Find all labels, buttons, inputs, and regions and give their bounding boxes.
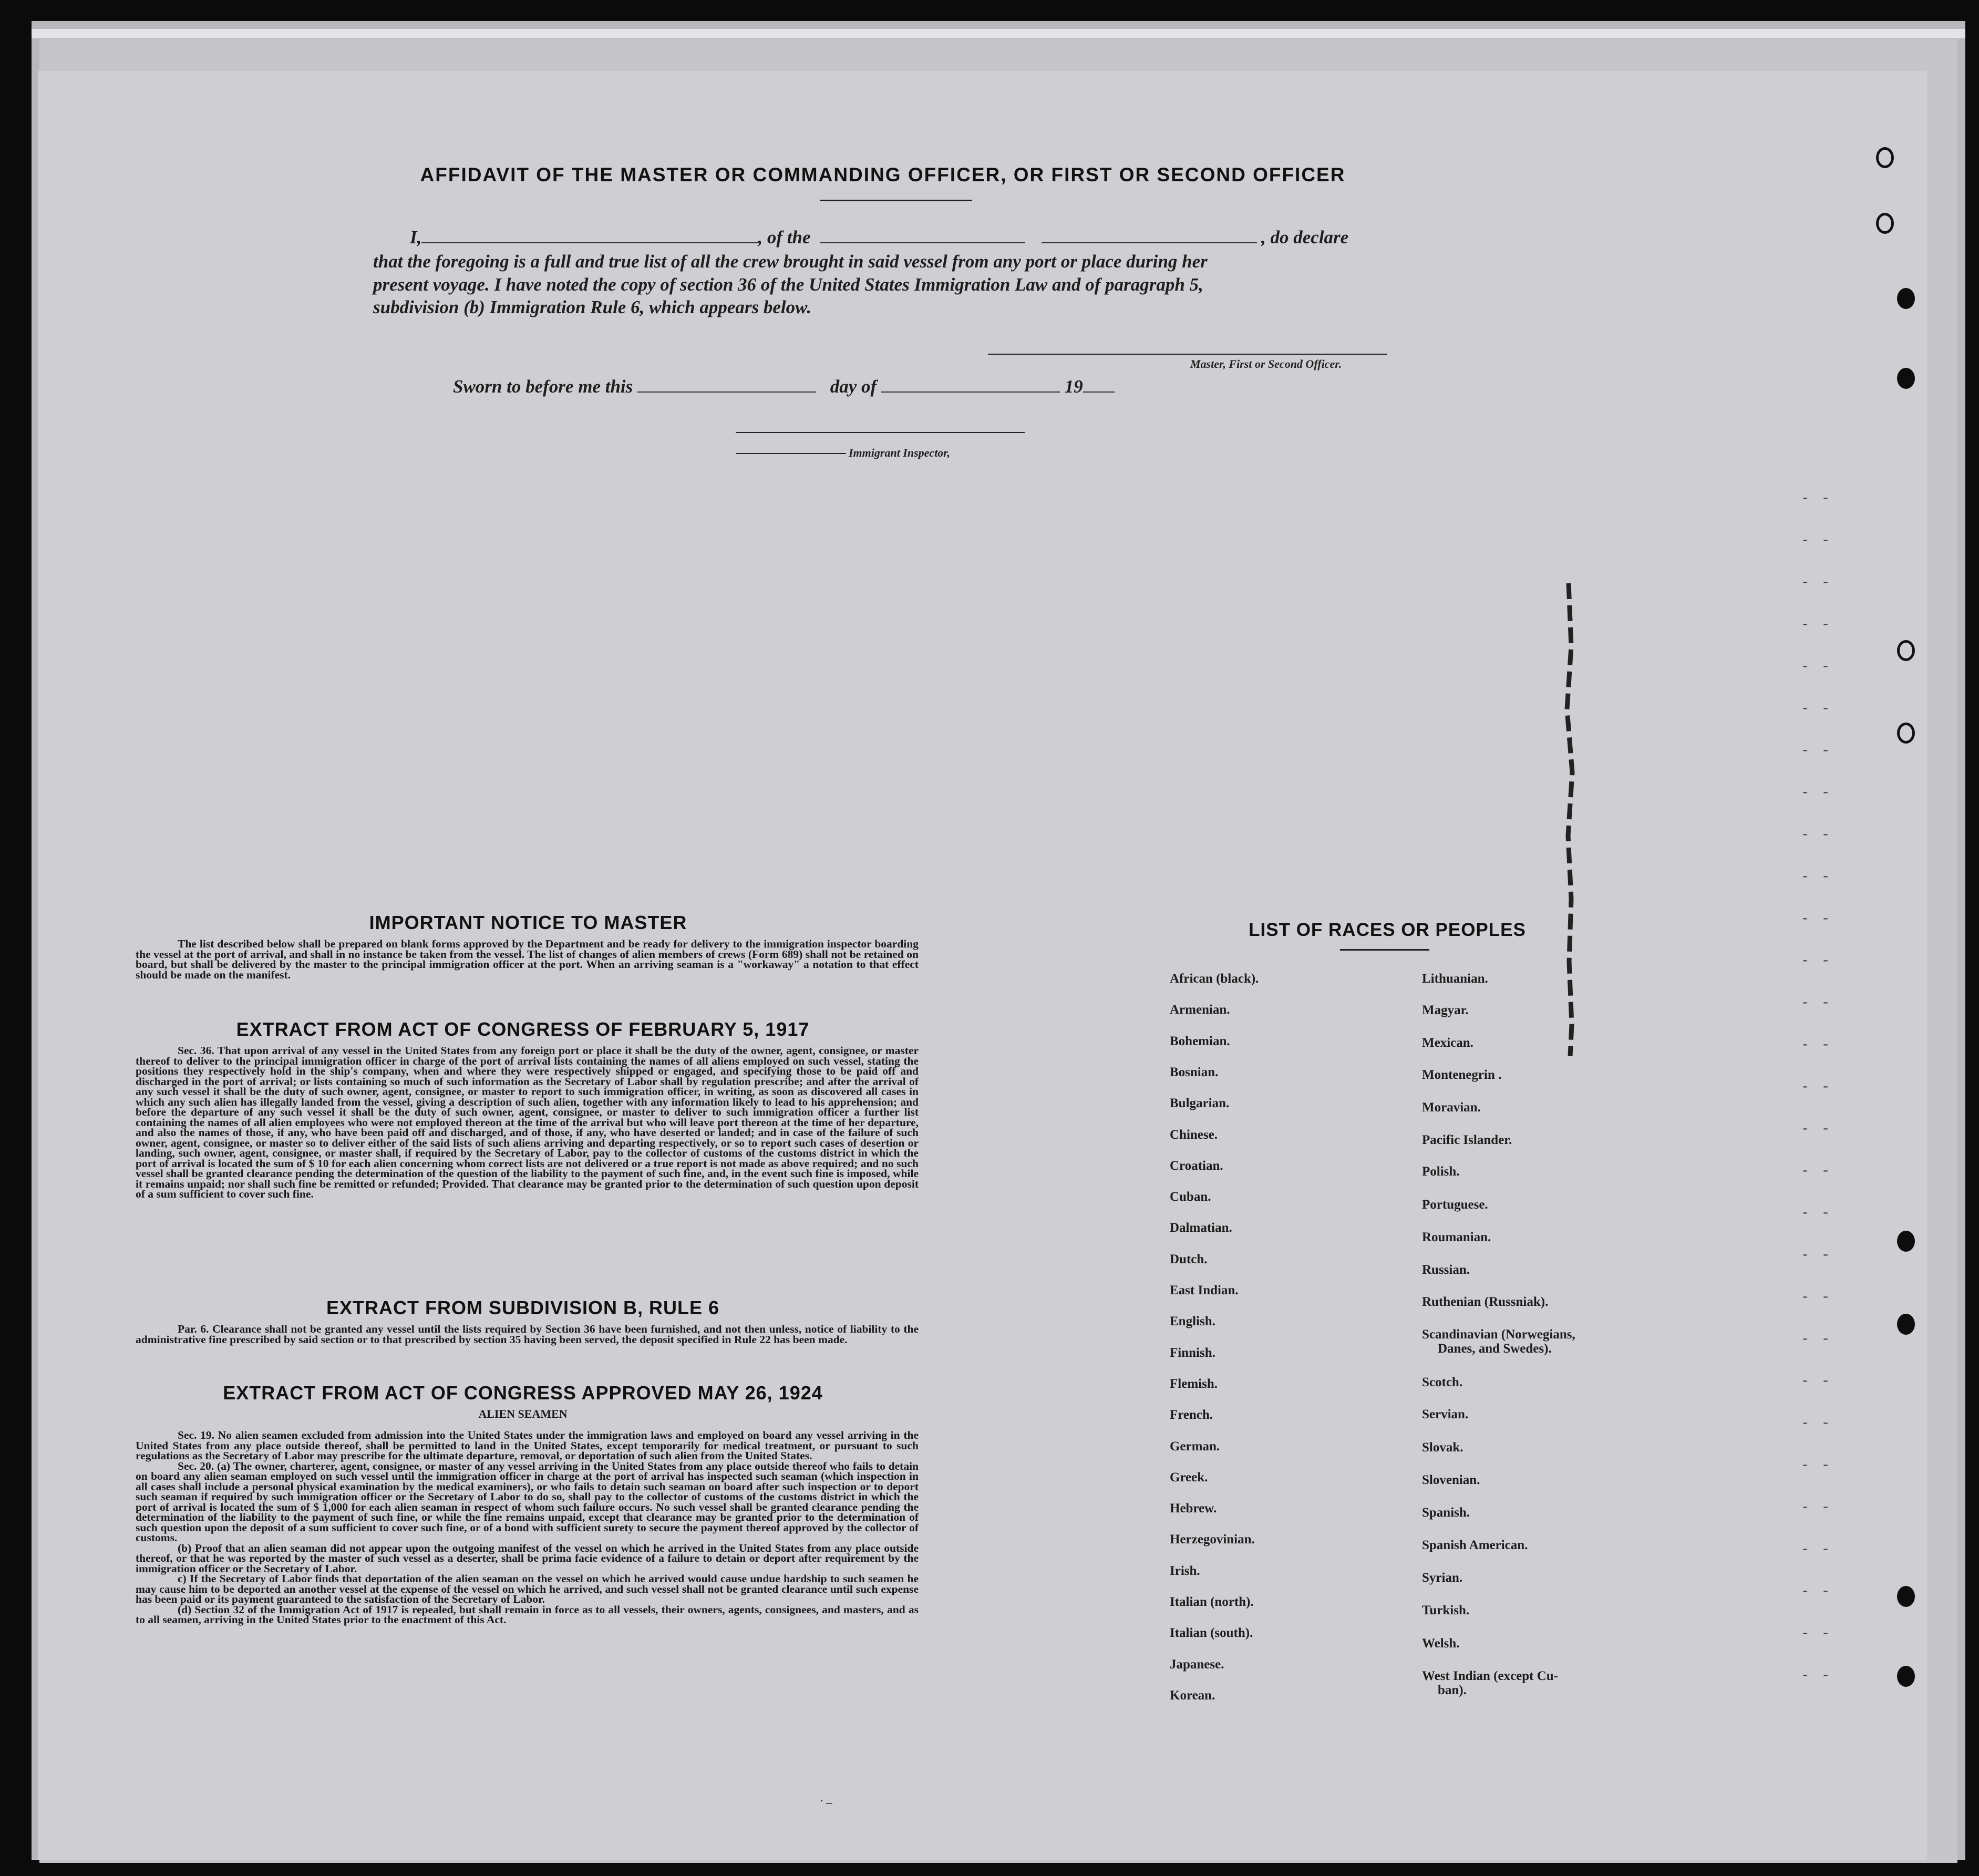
sec-20d-paragraph: (d) Section 32 of the Immigration Act of 1917 is repealed, but shall remain in force as to all vessels, their owners, agents, consignees, and masters, and as to all seamen, arriving in the United States prior to the enactment of this Act. (136, 1603, 919, 1626)
bleed-through-mark: - - (1802, 1456, 1834, 1473)
rule6-paragraph: Par. 6. Clearance shall not be granted any vessel until the lists required by Section 36 have been furnished, and not then unless, notice of liability to the administrative fine prescribed by said section or to that prescribed by section 35 having been served, the deposit specified in Rule 22 has been made. (136, 1323, 919, 1346)
vertical-stain-mark (1555, 583, 1587, 1056)
bleed-through-mark: - - (1802, 1035, 1834, 1053)
sworn-year: 19 (1064, 376, 1083, 397)
bleed-through-mark: - - (1802, 1498, 1834, 1515)
affidavit-of-the: , of the (758, 227, 811, 248)
affidavit-title: AFFIDAVIT OF THE MASTER OR COMMANDING OFFICER, OR FIRST OR SECOND OFFICER (420, 164, 1346, 185)
signature-label: Master, First or Second Officer. (1190, 357, 1342, 370)
bleed-through-mark: - - (1802, 993, 1834, 1011)
sworn-line (453, 376, 1189, 397)
races-title: LIST OF RACES OR PEOPLES (1249, 920, 1526, 940)
race-item: Bohemian. (1170, 1034, 1230, 1048)
bleed-through-mark: - - (1802, 783, 1834, 800)
bleed-through-mark: - - (1802, 573, 1834, 590)
title-underline (820, 200, 972, 201)
bleed-through-mark: - - (1802, 1582, 1834, 1599)
affidavit-i: I, (410, 227, 422, 248)
race-item: Ruthenian (Russniak). (1422, 1295, 1549, 1309)
race-item: Welsh. (1422, 1636, 1460, 1651)
sworn-day-of: day of (830, 376, 877, 397)
race-item: Herzegovinian. (1170, 1532, 1255, 1547)
affidavit-line-3: present voyage. I have noted the copy of section 36 of the United States Immigration Law and of paragraph 5, (373, 274, 1203, 295)
race-item: Dutch. (1170, 1252, 1208, 1266)
bleed-through-mark: - - (1802, 1624, 1834, 1641)
bleed-through-mark: - - (1802, 1414, 1834, 1431)
rule6-title: EXTRACT FROM SUBDIVISION B, RULE 6 (326, 1297, 720, 1318)
inspector-line-upper (736, 432, 1025, 433)
race-item: Scandinavian (Norwegians, (1422, 1327, 1575, 1342)
race-item: Portuguese. (1422, 1198, 1488, 1212)
bleed-through-mark: - - (1802, 1329, 1834, 1347)
race-item: Korean. (1170, 1688, 1215, 1703)
binder-hole (1897, 1666, 1915, 1687)
race-item: West Indian (except Cu- (1422, 1669, 1559, 1683)
affidavit-line-1 (373, 227, 1387, 248)
race-item: Roumanian. (1422, 1230, 1491, 1244)
sec-20a-paragraph: Sec. 20. (a) The owner, charterer, agent, consignee, or master of any vessel arriving in the United States from any place outside thereof who fails to detain on board any alien seaman employed on such vessel until the immigration officer in charge at the port of arrival has inspected such seaman (which inspection in all cases shall include a personal physical examination by the medical examiners), or who fails to detain such seaman on board after such inspection or to deport such seaman if required by such immigration officer or the Secretary of Labor to do so, shall pay to the collector of customs of the customs district in which the port of arrival is located the sum of $ 1,000 for each alien seaman in respect of whom such failure occurs. No such vessel shall be granted clearance pending the determination of the liability to the payment of such fine, or while the fine remains unpaid, except that clearance may be granted prior to the determination of such question upon the deposit of a sum sufficient to cover such fine, or of a bond with sufficient surety to secure the payment thereof approved by the collector of customs. (136, 1459, 919, 1544)
race-item: Irish. (1170, 1563, 1200, 1578)
bleed-through-mark: - - (1802, 1666, 1834, 1683)
binder-hole (1897, 640, 1915, 661)
binder-hole (1897, 1586, 1915, 1607)
race-item: Russian. (1422, 1263, 1470, 1277)
bleed-through-mark: - - (1802, 1245, 1834, 1263)
race-item: Moravian. (1422, 1100, 1481, 1115)
bleed-through-mark: - - (1802, 867, 1834, 884)
race-item: Turkish. (1422, 1603, 1470, 1617)
race-item: ban). (1438, 1683, 1467, 1697)
affidavit-line-4: subdivision (b) Immigration Rule 6, which appears below. (373, 297, 811, 317)
page-edge (32, 29, 1965, 38)
sworn-month-blank (881, 391, 1060, 393)
bleed-through-mark: - - (1802, 1119, 1834, 1137)
binder-hole (1876, 213, 1894, 234)
signature-line (988, 354, 1387, 355)
notice-text (136, 939, 919, 980)
bleed-through-mark: - - (1802, 657, 1834, 674)
races-title-underline (1340, 949, 1429, 951)
bleed-through-mark: - - (1802, 1372, 1834, 1389)
race-item: Scotch. (1422, 1375, 1463, 1389)
race-item: Slovenian. (1422, 1473, 1480, 1487)
race-item: Finnish. (1170, 1345, 1215, 1360)
race-item: Syrian. (1422, 1571, 1463, 1585)
race-item: Pacific Islander. (1422, 1133, 1512, 1147)
vessel-blank-2 (1042, 242, 1257, 243)
affidavit-do-declare: , do declare (1261, 227, 1349, 248)
race-item: African (black). (1170, 972, 1259, 986)
race-item: Croatian. (1170, 1158, 1223, 1173)
race-item: English. (1170, 1314, 1215, 1329)
affidavit-line-2: that the foregoing is a full and true list of all the crew brought in said vessel from any port or place during her (373, 251, 1208, 272)
race-item: Servian. (1422, 1407, 1469, 1421)
race-item: Greek. (1170, 1470, 1208, 1485)
extract-1924-subtitle: ALIEN SEAMEN (478, 1407, 568, 1420)
race-item: Italian (south). (1170, 1626, 1253, 1641)
inspector-line-lower (736, 453, 846, 454)
extract-1917-paragraph: Sec. 36. That upon arrival of any vessel in the United States from any foreign port or place it shall be the duty of the owner, agent, consignee, or master thereof to deliver to the principal immigration officer in charge of the port of arrival lists containing the names of all aliens employed on such vessel, stating the positions they respectively hold in the ship's company, when and where they were respectively shipped or engaged, and specifying those to be paid off and discharged in the port of arrival; or lists containing so much of such information as the Secretary of Labor shall by regulation prescribe; and after the arrival of any such vessel it shall be the duty of such owner, agent, consignee, or master to report to such immigration officer, in writing, as soon as discovered all cases in which any such alien has illegally landed from the vessel, giving a description of such alien, together with any information likely to lead to his apprehension; and before the departure of any such vessel it shall be the duty of such owner, agent, consignee, or master to deliver to such immigration officer a further list containing the names of all alien employees who were not employed thereon at the time of the arrival but who will leave port thereon at the time of her departure, and also the names of those, if any, who have been paid off and discharged, and of those, if any, who have deserted or landed; and in case of the failure of such owner, agent, consignee, or master so to deliver either of the said lists of such aliens arriving and departing respectively, or so to report such cases of desertion or landing, such owner, agent, consignee, or master shall, if required by the Secretary of Labor, pay to the collector of customs of the customs district in which the port of arrival is located the sum of $ 10 for each alien concerning whom correct lists are not delivered or a true report is not made as above required; and no such vessel shall be granted clearance pending the determination of the question of the liability to the payment of such fine, and, in the event such fine is imposed, while it remains unpaid; nor shall such fine be remitted or refunded; Provided. That clearance may be granted prior to the determination of such question upon deposit of a sum sufficient to cover such fine. (136, 1044, 919, 1200)
extract-1924-text (136, 1430, 919, 1625)
bleed-through-mark: - - (1802, 741, 1834, 758)
race-item: Spanish American. (1422, 1538, 1528, 1552)
sworn-prefix: Sworn to before me this (453, 376, 633, 397)
binder-hole (1897, 1231, 1915, 1252)
race-item: Slovak. (1422, 1440, 1463, 1455)
race-item: Montenegrin . (1422, 1068, 1502, 1082)
vessel-blank-1 (820, 242, 1025, 243)
race-item: Polish. (1422, 1164, 1460, 1179)
race-item: Italian (north). (1170, 1595, 1254, 1609)
bleed-through-mark: - - (1802, 1203, 1834, 1221)
race-item: East Indian. (1170, 1283, 1239, 1297)
sworn-day-blank (637, 391, 816, 393)
extract-1917-text (136, 1046, 919, 1200)
bleed-through-mark: - - (1802, 1287, 1834, 1305)
race-item: Cuban. (1170, 1190, 1211, 1204)
sec-20c-paragraph: c) If the Secretary of Labor finds that deportation of the alien seaman on the vessel on which he arrived would cause undue hardship to such seamen he may cause him to be deported an another vessel at the expense of the vessel on which he arrived, and such vessel shall not be granted clearance until such expense has been paid or its payment guaranteed to the satisfaction of the Secretary of Labor. (136, 1572, 919, 1605)
notice-title: IMPORTANT NOTICE TO MASTER (369, 912, 687, 933)
bottom-mark: ˙⁻ (820, 1798, 833, 1815)
extract-1917-title: EXTRACT FROM ACT OF CONGRESS OF FEBRUARY 5, 1917 (236, 1018, 810, 1040)
rule6-text (136, 1324, 919, 1345)
sec-19-paragraph: Sec. 19. No alien seamen excluded from admission into the United States under the immigration laws and employed on board any vessel arriving in the United States from any place outside thereof, shall be permitted to land in the United States, except temporarily for medical treatment, or pursuant to such regulations as the Secretary of Labor may prescribe for the ultimate departure, removal, or deportation of such alien from the United States. (136, 1429, 919, 1462)
race-item: Hebrew. (1170, 1501, 1217, 1516)
race-item: French. (1170, 1408, 1213, 1423)
bleed-through-mark: - - (1802, 1161, 1834, 1179)
race-item: Armenian. (1170, 1003, 1230, 1017)
bleed-through-mark: - - (1802, 699, 1834, 716)
race-item: Dalmatian. (1170, 1221, 1232, 1235)
race-item: Chinese. (1170, 1127, 1218, 1142)
bleed-through-mark: - - (1802, 531, 1834, 548)
race-item: Japanese. (1170, 1657, 1224, 1672)
extract-1924-title: EXTRACT FROM ACT OF CONGRESS APPROVED MAY 26, 1924 (223, 1382, 823, 1404)
binder-hole (1897, 368, 1915, 389)
race-item: Flemish. (1170, 1376, 1218, 1391)
race-item: Mexican. (1422, 1036, 1473, 1050)
bleed-through-mark: - - (1802, 1540, 1834, 1557)
sworn-year-blank (1083, 391, 1115, 393)
binder-hole (1897, 1314, 1915, 1335)
bleed-through-mark: - - (1802, 909, 1834, 926)
bleed-through-mark: - - (1802, 1077, 1834, 1095)
sec-20b-paragraph: (b) Proof that an alien seaman did not appear upon the outgoing manifest of the vessel on which he arrived in the United States from any place outside thereof, or that he was reported by the master of such vessel as a deserter, shall be prima facie evidence of a failure to detain or deport after requirement by the immigration officer or the Secretary of Labor. (136, 1541, 919, 1575)
race-item: Magyar. (1422, 1003, 1469, 1017)
bleed-through-mark: - - (1802, 951, 1834, 968)
notice-paragraph: The list described below shall be prepared on blank forms approved by the Department and be ready for delivery to the immigration inspector boarding the vessel at the port of arrival, and shall in no instance be taken from the vessel. The list of changes of alien members of crews (Form 689) shall not be retained on board, but shall be delivered by the master to the principal immigration officer at the port. When an arriving seaman is a "workaway" a notation to that effect should be made on the manifest. (136, 937, 919, 981)
race-item: Bosnian. (1170, 1065, 1219, 1079)
binder-hole (1897, 723, 1915, 744)
binder-hole (1897, 288, 1915, 309)
bleed-through-mark: - - (1802, 489, 1834, 506)
name-blank (421, 242, 758, 243)
inspector-label: Immigrant Inspector, (849, 446, 951, 459)
bleed-through-mark: - - (1802, 825, 1834, 842)
race-item: Danes, and Swedes). (1438, 1342, 1552, 1356)
race-item: Spanish. (1422, 1506, 1470, 1520)
binder-hole (1876, 147, 1894, 168)
race-item: Bulgarian. (1170, 1096, 1230, 1111)
race-item: Lithuanian. (1422, 972, 1488, 986)
race-item: German. (1170, 1439, 1220, 1454)
bleed-through-mark: - - (1802, 615, 1834, 632)
